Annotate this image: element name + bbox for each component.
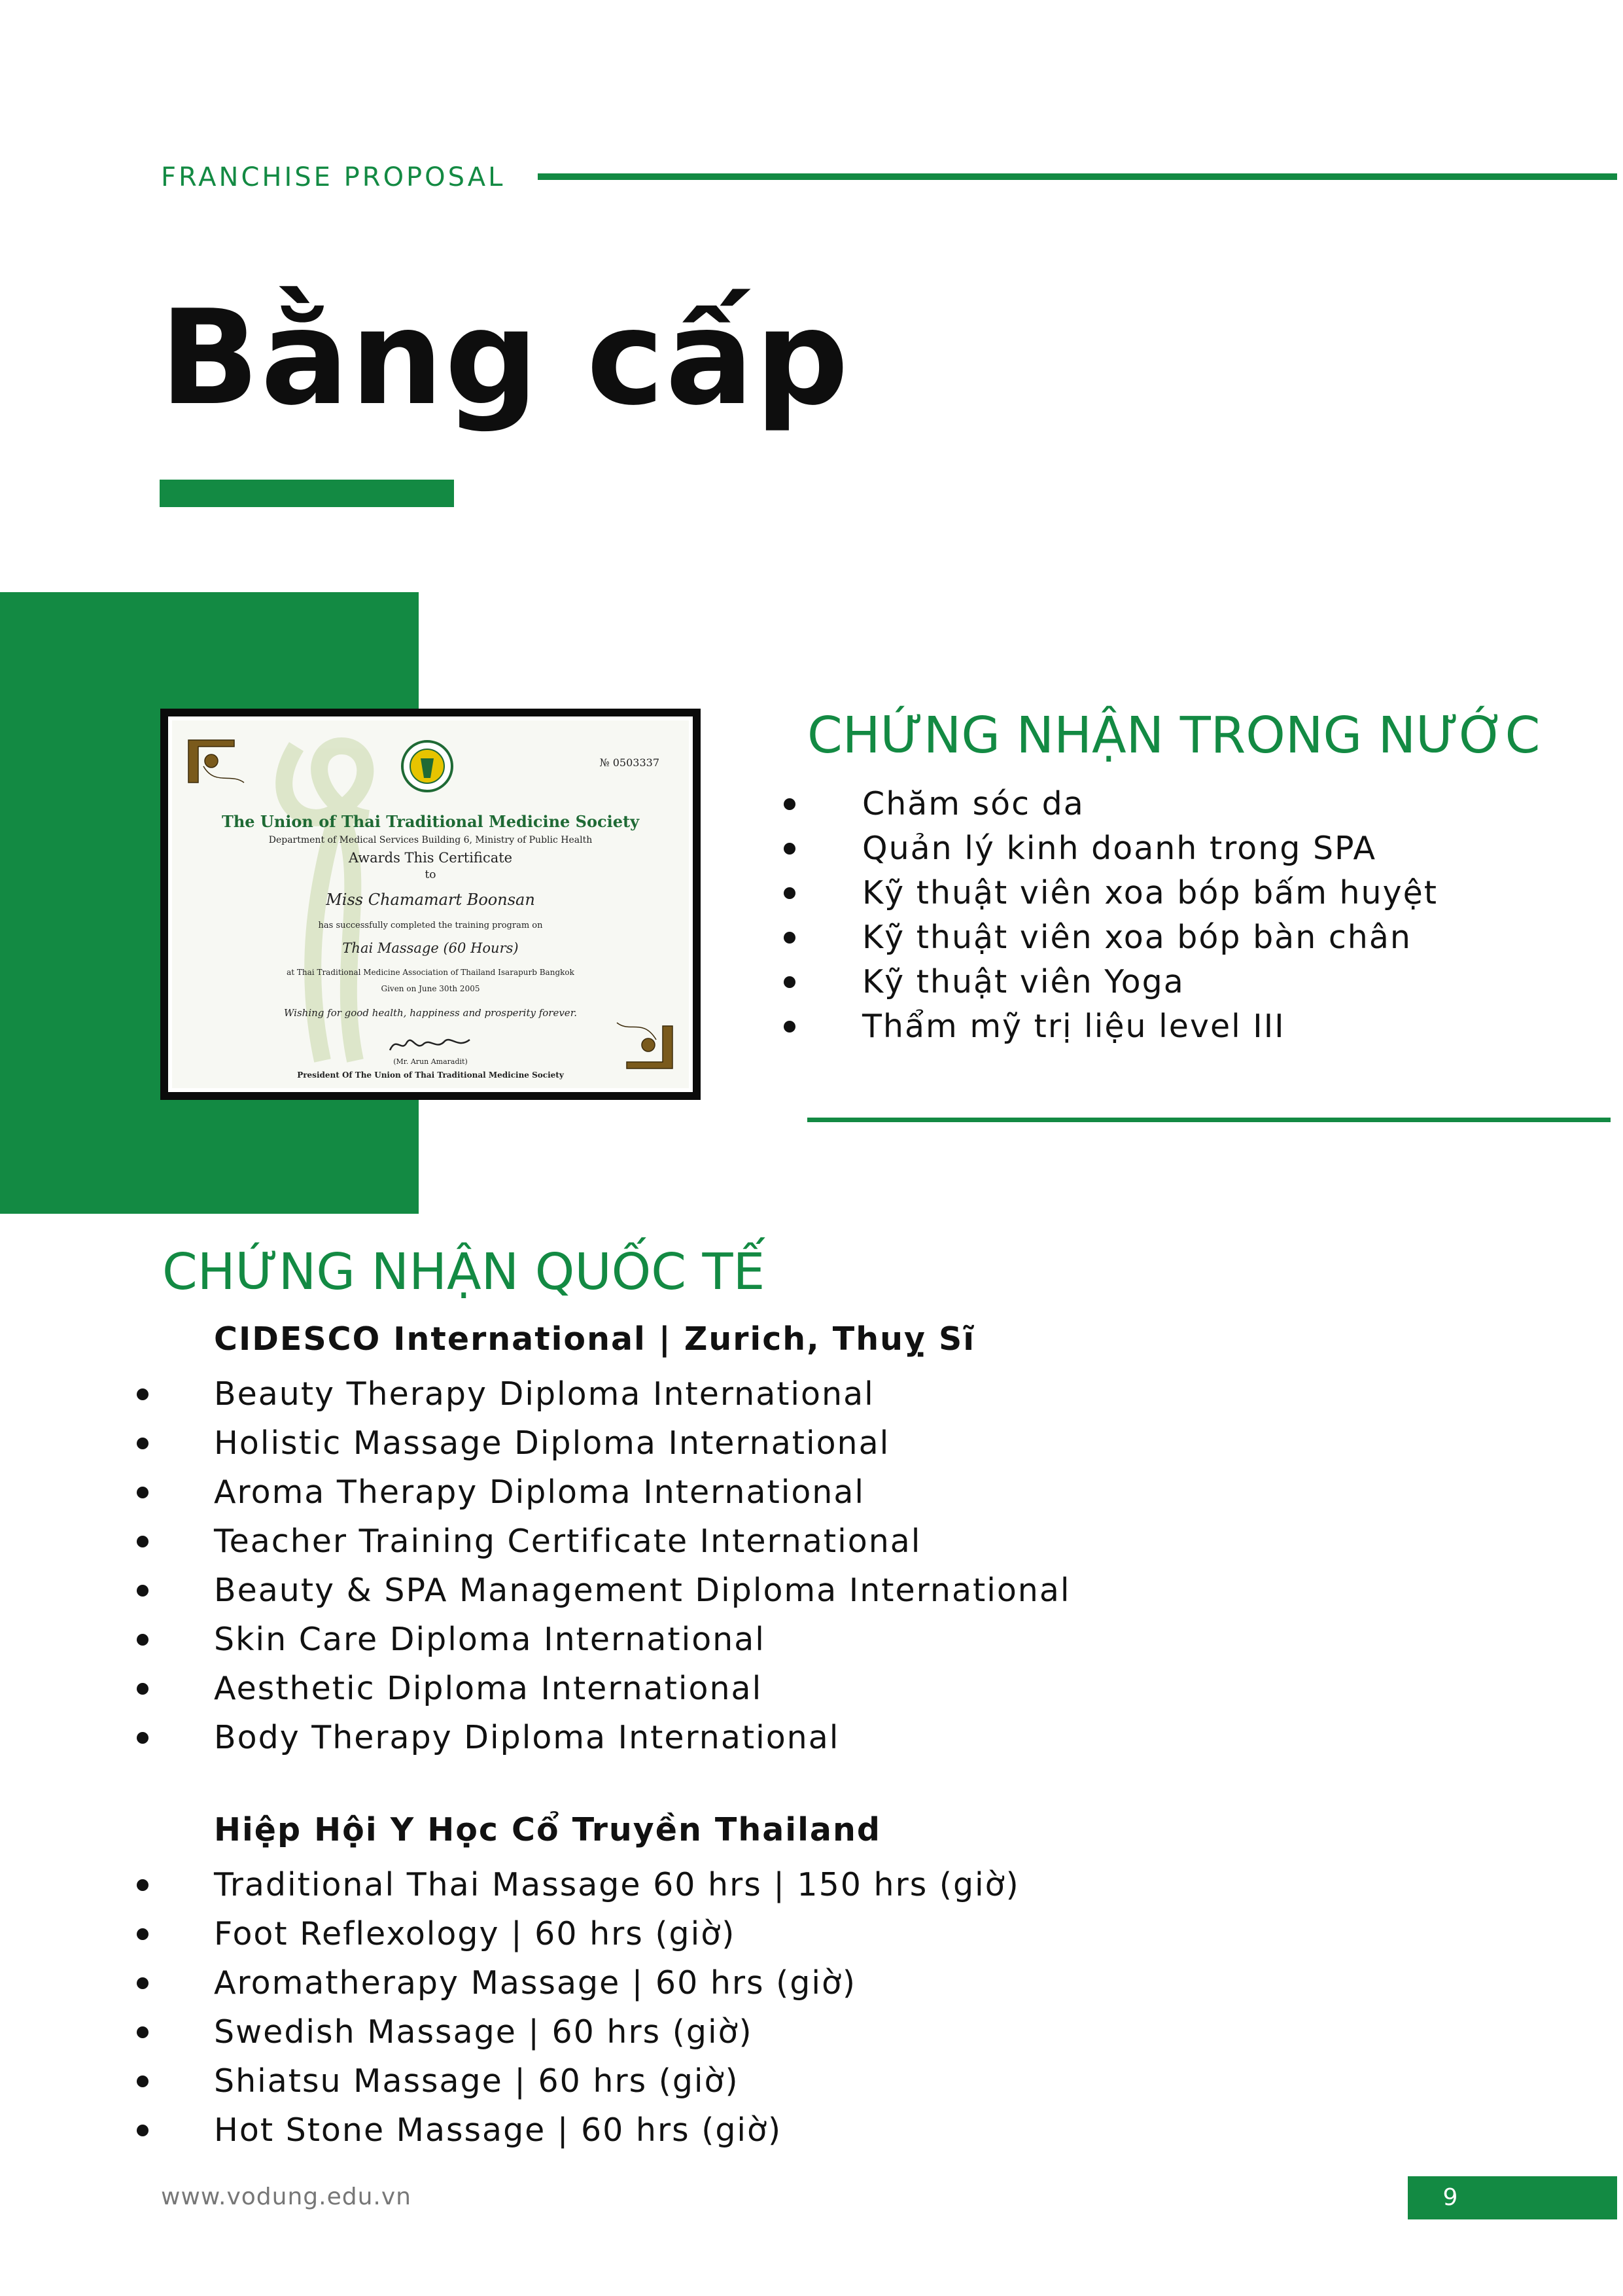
list-item: Chăm sóc da xyxy=(823,782,1438,826)
list-item: Swedish Massage | 60 hrs (giờ) xyxy=(176,2007,1020,2057)
list-item: Kỹ thuật viên Yoga xyxy=(823,960,1438,1004)
certificate-awards: Awards This Certificate xyxy=(348,850,513,866)
certificate-assoc: at Thai Traditional Medicine Association of Thailand Isarapurb Bangkok xyxy=(287,968,574,977)
list-item: Beauty & SPA Management Diploma International xyxy=(176,1566,1071,1615)
page-number-box xyxy=(1408,2176,1617,2219)
certificate-signer: (Mr. Arun Amaradit) xyxy=(393,1057,468,1066)
page-title: Bằng cấp xyxy=(160,282,850,434)
list-item: Aromatherapy Massage | 60 hrs (giờ) xyxy=(176,1958,1020,2007)
domestic-list xyxy=(823,782,1438,1049)
list-item: Holistic Massage Diploma International xyxy=(176,1419,1071,1468)
list-item: Aesthetic Diploma International xyxy=(176,1664,1071,1713)
header-label: FRANCHISE PROPOSAL xyxy=(161,162,506,192)
signature-icon xyxy=(385,1033,476,1055)
international-heading: CHỨNG NHẬN QUỐC TẾ xyxy=(162,1243,765,1301)
list-item: Traditional Thai Massage 60 hrs | 150 hrs (giờ) xyxy=(176,1860,1020,1909)
list-item: Aroma Therapy Diploma International xyxy=(176,1468,1071,1517)
certificate xyxy=(168,716,693,1092)
header-divider xyxy=(538,173,1617,180)
list-item: Foot Reflexology | 60 hrs (giờ) xyxy=(176,1909,1020,1958)
list-item: Beauty Therapy Diploma International xyxy=(176,1369,1071,1419)
list-item: Hot Stone Massage | 60 hrs (giờ) xyxy=(176,2106,1020,2155)
certificate-number: № 0503337 xyxy=(599,756,659,769)
certificate-to: to xyxy=(425,868,436,881)
certificate-course: Thai Massage (60 Hours) xyxy=(342,940,519,956)
thai-association-list xyxy=(176,1860,1020,2155)
certificate-org: The Union of Thai Traditional Medicine Society xyxy=(221,812,640,831)
cidesco-list xyxy=(176,1369,1071,1762)
signature-image xyxy=(172,1033,689,1058)
certificate-president: President Of The Union of Thai Traditional Medicine Society xyxy=(297,1070,564,1080)
list-item: Kỹ thuật viên xoa bóp bàn chân xyxy=(823,915,1438,960)
certificate-image xyxy=(160,709,701,1100)
group-title-cidesco: CIDESCO International | Zurich, Thuỵ Sĩ xyxy=(214,1320,976,1358)
certificate-wish: Wishing for good health, happiness and prosperity forever. xyxy=(284,1007,577,1019)
domestic-heading: CHỨNG NHẬN TRONG NƯỚC xyxy=(807,707,1541,765)
certificate-recipient: Miss Chamamart Boonsan xyxy=(326,891,535,909)
footer-url[interactable]: www.vodung.edu.vn xyxy=(161,2183,411,2210)
domestic-divider xyxy=(807,1118,1611,1122)
title-underline xyxy=(160,480,454,507)
certificate-completed: has successfully completed the training program on xyxy=(318,921,543,930)
list-item: Skin Care Diploma International xyxy=(176,1615,1071,1664)
list-item: Body Therapy Diploma International xyxy=(176,1713,1071,1762)
list-item: Thẩm mỹ trị liệu level III xyxy=(823,1004,1438,1049)
certificate-dept: Department of Medical Services Building 6, Ministry of Public Health xyxy=(268,835,593,845)
certificate-given: Given on June 30th 2005 xyxy=(381,984,480,993)
list-item: Shiatsu Massage | 60 hrs (giờ) xyxy=(176,2057,1020,2106)
group-title-thai-association: Hiệp Hội Y Học Cổ Truyền Thailand xyxy=(214,1811,881,1848)
page-number: 9 xyxy=(1442,2184,1458,2211)
list-item: Teacher Training Certificate International xyxy=(176,1517,1071,1566)
list-item: Quản lý kinh doanh trong SPA xyxy=(823,826,1438,871)
list-item: Kỹ thuật viên xoa bóp bấm huyệt xyxy=(823,871,1438,915)
